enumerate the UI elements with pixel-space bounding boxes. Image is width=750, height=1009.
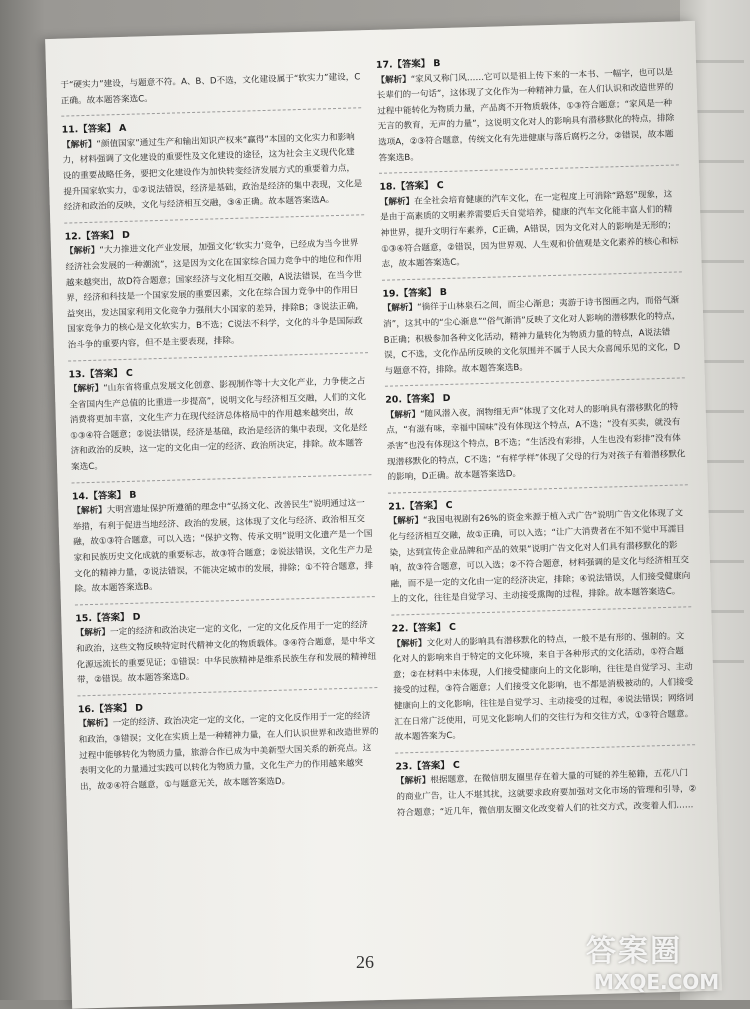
answer-value: B [433,58,441,70]
answer-label: 【答案】 [412,759,450,772]
answer-value: B [129,489,137,501]
explanation-text: “家风又称门风……它可以是祖上传下来的一本书、一幅字，也可以是长辈们的一句话”，这体现了文化作为一种精神力量，在人们认识和改造世界的过程中能转化为物质力量，产品离不开物质载体，①③符合题意；“家风是一种无言的教育，无声的力量”，这说明文化对人的影响具有潜移默化的特点，排除选项A，②③符合题意，传统文化有先进健康与落后腐朽之分，②错误，故本题答案选B。 [376,67,675,164]
question-19 [382,278,685,387]
explanation [392,629,695,746]
answer-label: 【答案】 [408,622,446,635]
explanation-label: 【解析】 [388,516,424,528]
answer-value: C [125,367,133,379]
question-13 [68,359,371,483]
explanation-text: “徜徉于山林泉石之间，而尘心渐息；夷游于诗书图画之内，而俗气渐消”，这其中的“尘心渐息”“俗气渐消”反映了文化对人影响的潜移默化的特点，B正确；积极参加各种文化活动，精神力量转化为物质力量的特点，A说法错误，C不选，文化作品所反映的文化氛围并不属于人民大众喜闻乐见的文化，D与题意不符，排除。故本题答案选B。 [383,295,681,377]
explanation [386,400,688,486]
explanation-text: “颜值国家”通过生产和输出知识产权来“赢得”本国的文化实力和影响力，材料强调了文化建设的重要性及文化建设的途径，这为社会主义现代化建设的重要战略任务，要把文化建设作为加快转变经济发展方式的重要着力点，提升国家软实力，①②说法错误，经济是基础，政治是经济的集中表现，文化是经济和政治的反映，文化与经济相互交融，③④正确。故本题答案选A。 [62,132,363,213]
answer-value: D [135,702,144,714]
explanation [78,709,380,795]
explanation-label: 【解析】 [376,74,411,86]
question-18 [379,172,682,281]
answer-value: D [132,611,141,623]
question-23 [395,751,697,828]
explanation [383,294,685,380]
watermark-logo [586,926,736,996]
intro-text: 于“硬实力”建设，与题意不符。A、B、D不选，文化建设属于“软实力”建设，C正确。故本题答案选C。 [60,72,361,107]
explanation [389,507,691,609]
explanation-label: 【解析】 [61,139,97,151]
question-number: 20. [385,394,403,406]
answer-value: C [436,180,444,192]
answer-label: 【答案】 [78,123,116,136]
answer-label: 【答案】 [392,58,431,71]
question-number: 15. [75,612,93,625]
explanation-label: 【解析】 [68,383,104,395]
explanation [69,374,371,476]
question-number: 19. [382,288,400,300]
question-number: 17. [375,59,393,71]
explanation-text: 在全社会培育健康的汽车文化，在一定程度上可消除“路怒”现象，这是由于高素质的文明素养需要后天自觉培养，健康的汽车文化能丰富人们的精神世界，提升文明行车素养，C正确，A错误，因为文化对人的影响是无形的；①③④符合题意，②错误，因为世界观、人生观和价值观是文化素养的核心和标志，故本题答案选C。 [380,189,679,270]
answer-value: D [121,229,130,241]
answer-label: 【答案】 [398,286,437,300]
explanation-text: “随风潜入夜，润物细无声”体现了文化对人的影响具有潜移默化的特点，“有滋有味，幸福中国味”没有体现这个特点，A不选；“没有买卖，就没有杀害”也没有体现这个特点，B不选；“生活没有彩排，人生也没有彩排”没有体现潜移默化的特点，C不选；“有样学样”体现了父母的行为对孩子有着潜移默化的影响，D正确。故本题答案选D。 [386,402,686,483]
question-number: 23. [395,760,413,773]
answer-value: C [452,759,460,771]
right-column [376,49,698,833]
explanation-label: 【解析】 [72,505,107,517]
question-20 [385,385,688,494]
answer-value: C [445,499,453,511]
question-number: 11. [61,124,79,136]
answer-value: A [118,123,127,135]
watermark-logo-text: 答案圈 [586,934,682,969]
answer-label: 【答案】 [81,229,119,242]
page-paper [45,21,722,1009]
explanation-text: “我国电视剧有26%的资金来源于植入式广告”说明广告文化体现了文化与经济相互交融，故①正确，可以入选；“让广大消费者在不知不觉中耳濡目染，达到宣传企业品牌和产品的效果”说明广告文化对人们具有潜移默化的影响，故③符合题意，可以入选；②不符合题意，材料强调的是文化与经济相互交融，而不是一定的文化由一定的经济决定，排除；④说法错误，人们接受健康向上的文化，往往是自觉学习、主动接受熏陶的过程，排除。故本题答案选C。 [389,508,691,606]
question-number: 14. [71,490,89,503]
answer-label: 【答案】 [404,500,443,513]
answer-label: 【答案】 [88,489,127,502]
question-16 [78,694,381,802]
left-column [60,70,380,807]
explanation [396,767,697,822]
explanation-label: 【解析】 [392,638,427,650]
question-14 [72,481,375,605]
explanation-text: “山东省将重点发展文化创意、影视制作等十大文化产业，力争使之占全省国内生产总值的比重进一步提高”，说明文化与经济相互交融，人们的文化消费将更加丰富，文化生产力在现代经济总体格局中的作用越来越突出，故①③④符合题意；②说法错误，经济是基础，政治是经济的集中表现，文化是经济和政治的反映，这一定的文化由一定的经济、政治所决定，排除。故本题答案选C。 [69,376,368,473]
explanation [72,496,374,598]
explanation-text: 文化对人的影响具有潜移默化的特点，一般不是有形的、强制的。文化对人的影响来自于特定的文化环境，来自于各种形式的文化活动，①符合题意；②在材料中未体现，人们接受健康向上的文化影响，往往是自觉学习、主动接受的过程，③符合题意；人们接受文化影响，也不都是消极被动的，人们接受健康向上的文化影响，往往是自觉学习、主动接受的过程，④说法错误；网络词汇在日常广泛使用，可见文化影响人们的交往行为和交往方式，①③符合题意。故本题答案为C。 [392,631,694,743]
explanation-text: 一定的经济和政治决定一定的文化，一定的文化反作用于一定的经济和政治，这些文物反映特定时代精神文化的物质载体。③④符合题意，是中华文化源远流长的重要见证；①错误：中华民族精神是维系民族生存和发展的精神纽带，②错误。故本题答案选D。 [76,620,377,686]
question-number: 16. [77,703,95,716]
intro-text-block [60,70,361,117]
explanation-text: “大力推进文化产业发展，加强文化‘软实力’竞争，已经成为当今世界经济社会发展的一种潮流”，这是因为文化在国家综合国力竞争中的地位和作用越来越突出，故D符合题意；国家经济与文化相互交融，A说法错误，在当今世界，经济和科技是一个国家发展的重要因素，文化在综合国力竞争中的作用日益突出，发达国家利用文化竞争力强削大小国家的差异，排除B；③说法正确，国家竞争力的核心是文化软实力，B不选；C说法不科学，文化的斗争是国际政治斗争的重要内容，但不是主要表现，排除。 [65,238,365,351]
question-number: 12. [64,230,82,243]
answer-label: 【答案】 [91,611,130,624]
question-21 [388,491,691,615]
explanation-label: 【解析】 [64,245,100,257]
question-22 [392,613,696,753]
explanation-text: 根据题意，在微信朋友圈里存在着大量的可疑的养生秘籍，五花八门的商业广告，让人不堪其扰，这就要求政府要加强对文化市场的管理和引导，②符合题意；“近几年，微信朋友圈文化改变着人们的社交方式，改变着人们…… [396,768,697,819]
explanation [62,130,364,216]
answer-label: 【答案】 [94,702,133,715]
explanation-label: 【解析】 [382,303,418,315]
explanation-label: 【解析】 [75,627,111,639]
explanation [376,65,678,167]
explanation-label: 【解析】 [379,196,415,208]
question-15 [75,603,377,696]
explanation-text: 一定的经济、政治决定一定的文化，一定的文化反作用于一定的经济和政治，③错误；文化在实质上是一种精神力量，在人们认识世界和改造世界的过程中能够转化为物质力量，旅游合作已成为中美新型大国关系的新亮点。这表明文化的力量通过实践可以转化为物质力量，文化生产力的作用越来越突出，故②④符合题意，①与题意无关，故本题答案选D。 [78,711,379,793]
answer-label: 【答案】 [401,393,440,406]
explanation [76,618,378,689]
question-number: 18. [379,181,397,193]
explanation [65,237,368,354]
question-17 [376,49,679,173]
explanation [380,187,682,273]
question-number: 13. [68,368,86,381]
explanation-label: 【解析】 [385,409,421,421]
explanation-label: 【解析】 [395,775,431,787]
question-number: 21. [388,501,406,513]
explanation-text: 大明宫遗址保护所遵循的理念中“弘扬文化、改善民生”说明通过这一举措，有利于促进当地经济、政治的发展，这体现了文化与经济、政治相互交融，故①③符合题意，可以入选；“保护文物、传承文明”说明文化遗产是一个国家和民族历史文化成就的重要标志，故③符合题意；②说法错误，文化生产力是文化的精神力量，②说法错误，不能决定城市的发展，排除；①不符合题意，排除。故本题答案选B。 [72,498,374,595]
question-11 [61,114,364,223]
answer-value: D [442,393,451,405]
question-12 [64,221,368,361]
question-number: 22. [391,623,409,635]
answer-label: 【答案】 [84,367,123,380]
answer-value: C [448,621,457,634]
page-number: 26 [356,952,374,972]
answer-value: B [439,286,448,298]
watermark-url: MXQE.COM [594,970,720,994]
explanation-label: 【解析】 [78,718,113,730]
answer-label: 【答案】 [395,180,434,193]
